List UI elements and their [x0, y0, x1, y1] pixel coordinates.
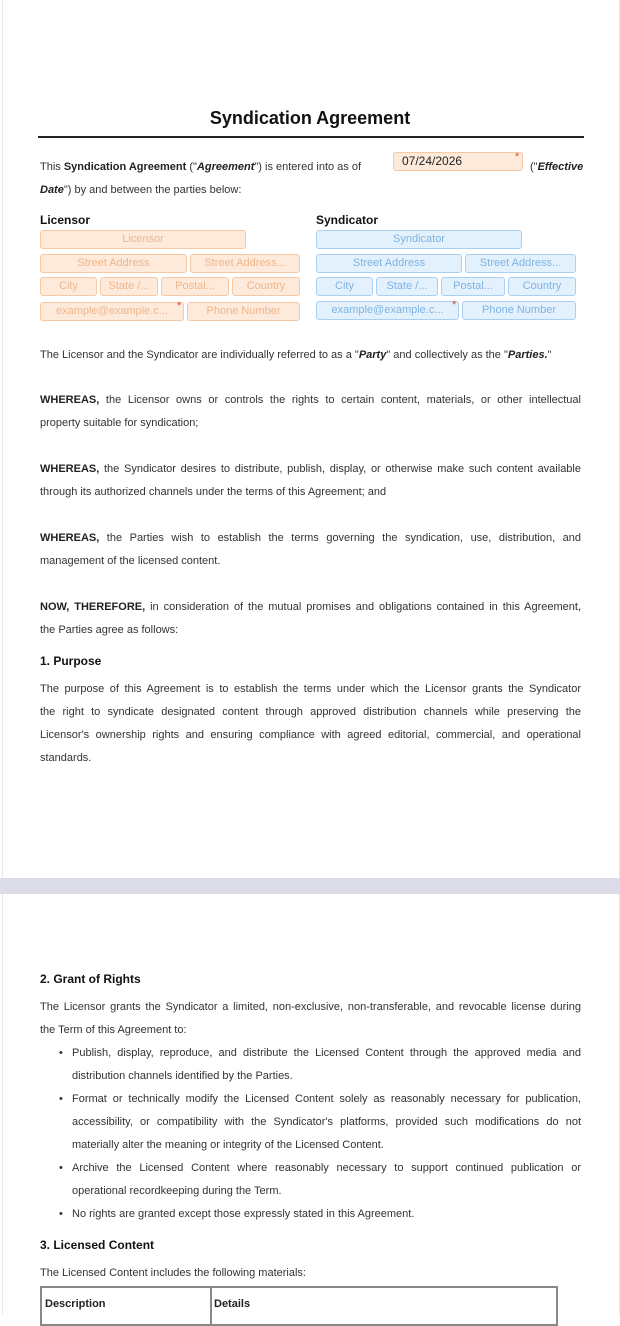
grant-rights-list [40, 1042, 581, 1226]
whereas-3-line-1 [40, 527, 581, 550]
now-therefore-line-1 [40, 596, 581, 619]
required-marker: * [515, 151, 520, 163]
section-1-heading: 1. Purpose [40, 654, 102, 668]
whereas-2-line-1 [40, 458, 581, 481]
parties-term: Parties. [507, 349, 548, 361]
licensor-name-field[interactable]: Licensor [40, 230, 246, 249]
intro-agreement-term: Agreement [196, 161, 255, 173]
intro-text: (" [186, 161, 197, 173]
whereas-lead: WHEREAS, [40, 463, 100, 475]
syndicator-country-field[interactable]: Country [508, 277, 576, 296]
intro-date-term: Date [40, 184, 64, 196]
section-2-heading: 2. Grant of Rights [40, 972, 141, 986]
whereas-2-line-2: through its authorized channels under the terms of this Agreement; and [40, 486, 387, 498]
purpose-line-3: Licensor's ownership rights and ensuring compliance with agreed editorial, commercial, and operational [40, 729, 581, 741]
title-divider [38, 136, 584, 138]
licensor-street-field[interactable]: Street Address [40, 254, 187, 273]
intro-line-2 [40, 179, 241, 202]
parties-text: " and collectively as the " [386, 349, 508, 361]
whereas-3-line-2: management of the licensed content. [40, 555, 221, 567]
parties-definition [40, 344, 552, 367]
whereas-lead: WHEREAS, [40, 532, 100, 544]
now-therefore-line-2: the Parties agree as follows: [40, 624, 179, 636]
list-item: • Publish, display, reproduce, and distribute the Licensed Content through the approved media and distribution channels identified by the Parties. [40, 1042, 581, 1088]
whereas-lead: WHEREAS, [40, 394, 100, 406]
section-3-heading: 3. Licensed Content [40, 1238, 155, 1252]
parties-text: The Licensor and the Syndicator are individually referred to as a " [40, 349, 359, 361]
licensor-city-field[interactable]: City [40, 277, 97, 296]
intro-text: ") by and between the parties below: [63, 184, 242, 196]
licensor-street2-field[interactable]: Street Address... [190, 254, 300, 273]
intro-line-1 [40, 156, 361, 179]
effective-date-field[interactable]: 07/24/2026 [393, 152, 523, 171]
syndicator-heading: Syndicator [316, 213, 379, 227]
whereas-text: the Syndicator desires to distribute, publish, display, or otherwise make such content available [99, 463, 581, 475]
intro-text: ") is entered into as of [254, 161, 362, 173]
list-item: • No rights are granted except those expressly stated in this Agreement. [40, 1203, 581, 1226]
whereas-1-line-1 [40, 389, 581, 412]
parties-text: " [547, 349, 552, 361]
licensor-state-field[interactable]: State /... [100, 277, 158, 296]
whereas-text: the Parties wish to establish the terms governing the syndication, use, distribution, and [99, 532, 581, 544]
syndicator-state-field[interactable]: State /... [376, 277, 438, 296]
licensor-email-field[interactable]: example@example.c... [40, 302, 184, 321]
page-separator [0, 878, 620, 894]
party-term: Party [358, 349, 387, 361]
syndicator-email-field[interactable]: example@example.c... [316, 301, 459, 320]
whereas-text: the Licensor owns or controls the rights to certain content, materials, or other intellectual [99, 394, 581, 406]
syndicator-phone-field[interactable]: Phone Number [462, 301, 576, 320]
licensor-phone-field[interactable]: Phone Number [187, 302, 300, 321]
whereas-1-line-2: property suitable for syndication; [40, 417, 199, 429]
intro-agreement-name: Syndication Agreement [63, 161, 187, 173]
table-header-description: Description [45, 1298, 106, 1310]
list-item: • Format or technically modify the Licensed Content solely as reasonably necessary for publication, accessibility, or compatibility with the Syndicator's platforms, provided such modifications do not materially alter the meaning or integrity of the Licensed Content. [40, 1088, 581, 1157]
grant-intro-line-1: The Licensor grants the Syndicator a limited, non-exclusive, non-transferable, and revocable license during [40, 1001, 581, 1013]
syndicator-street2-field[interactable]: Street Address... [465, 254, 576, 273]
licensor-postal-field[interactable]: Postal... [161, 277, 229, 296]
required-marker: * [452, 299, 457, 311]
syndicator-postal-field[interactable]: Postal... [441, 277, 505, 296]
licensed-content-table [40, 1286, 558, 1326]
grant-intro-line-2: the Term of this Agreement to: [40, 1024, 187, 1036]
intro-effective-term: Effective [537, 161, 584, 173]
syndicator-name-field[interactable]: Syndicator [316, 230, 522, 249]
licensor-heading: Licensor [40, 213, 91, 227]
purpose-line-4: standards. [40, 752, 92, 764]
intro-text: (" [530, 161, 538, 173]
purpose-line-2: the right to syndicate designated content through approved distribution channels while preserving the [40, 706, 581, 718]
table-header-details: Details [214, 1298, 251, 1310]
intro-effective-label [530, 156, 583, 179]
licensed-content-intro: The Licensed Content includes the following materials: [40, 1267, 306, 1279]
required-marker: * [177, 300, 182, 312]
document-title: Syndication Agreement [209, 108, 411, 128]
syndicator-city-field[interactable]: City [316, 277, 373, 296]
now-therefore-text: in consideration of the mutual promises and obligations contained in this Agreement, [145, 601, 582, 613]
purpose-line-1: The purpose of this Agreement is to establish the terms under which the Licensor grants the Syndicator [40, 683, 581, 695]
syndicator-street-field[interactable]: Street Address [316, 254, 462, 273]
list-item: • Archive the Licensed Content where reasonably necessary to support continued publication or operational recordkeeping during the Term. [40, 1157, 581, 1203]
now-therefore-lead: NOW, THEREFORE, [40, 601, 146, 613]
licensor-country-field[interactable]: Country [232, 277, 300, 296]
intro-text: This [40, 161, 64, 173]
